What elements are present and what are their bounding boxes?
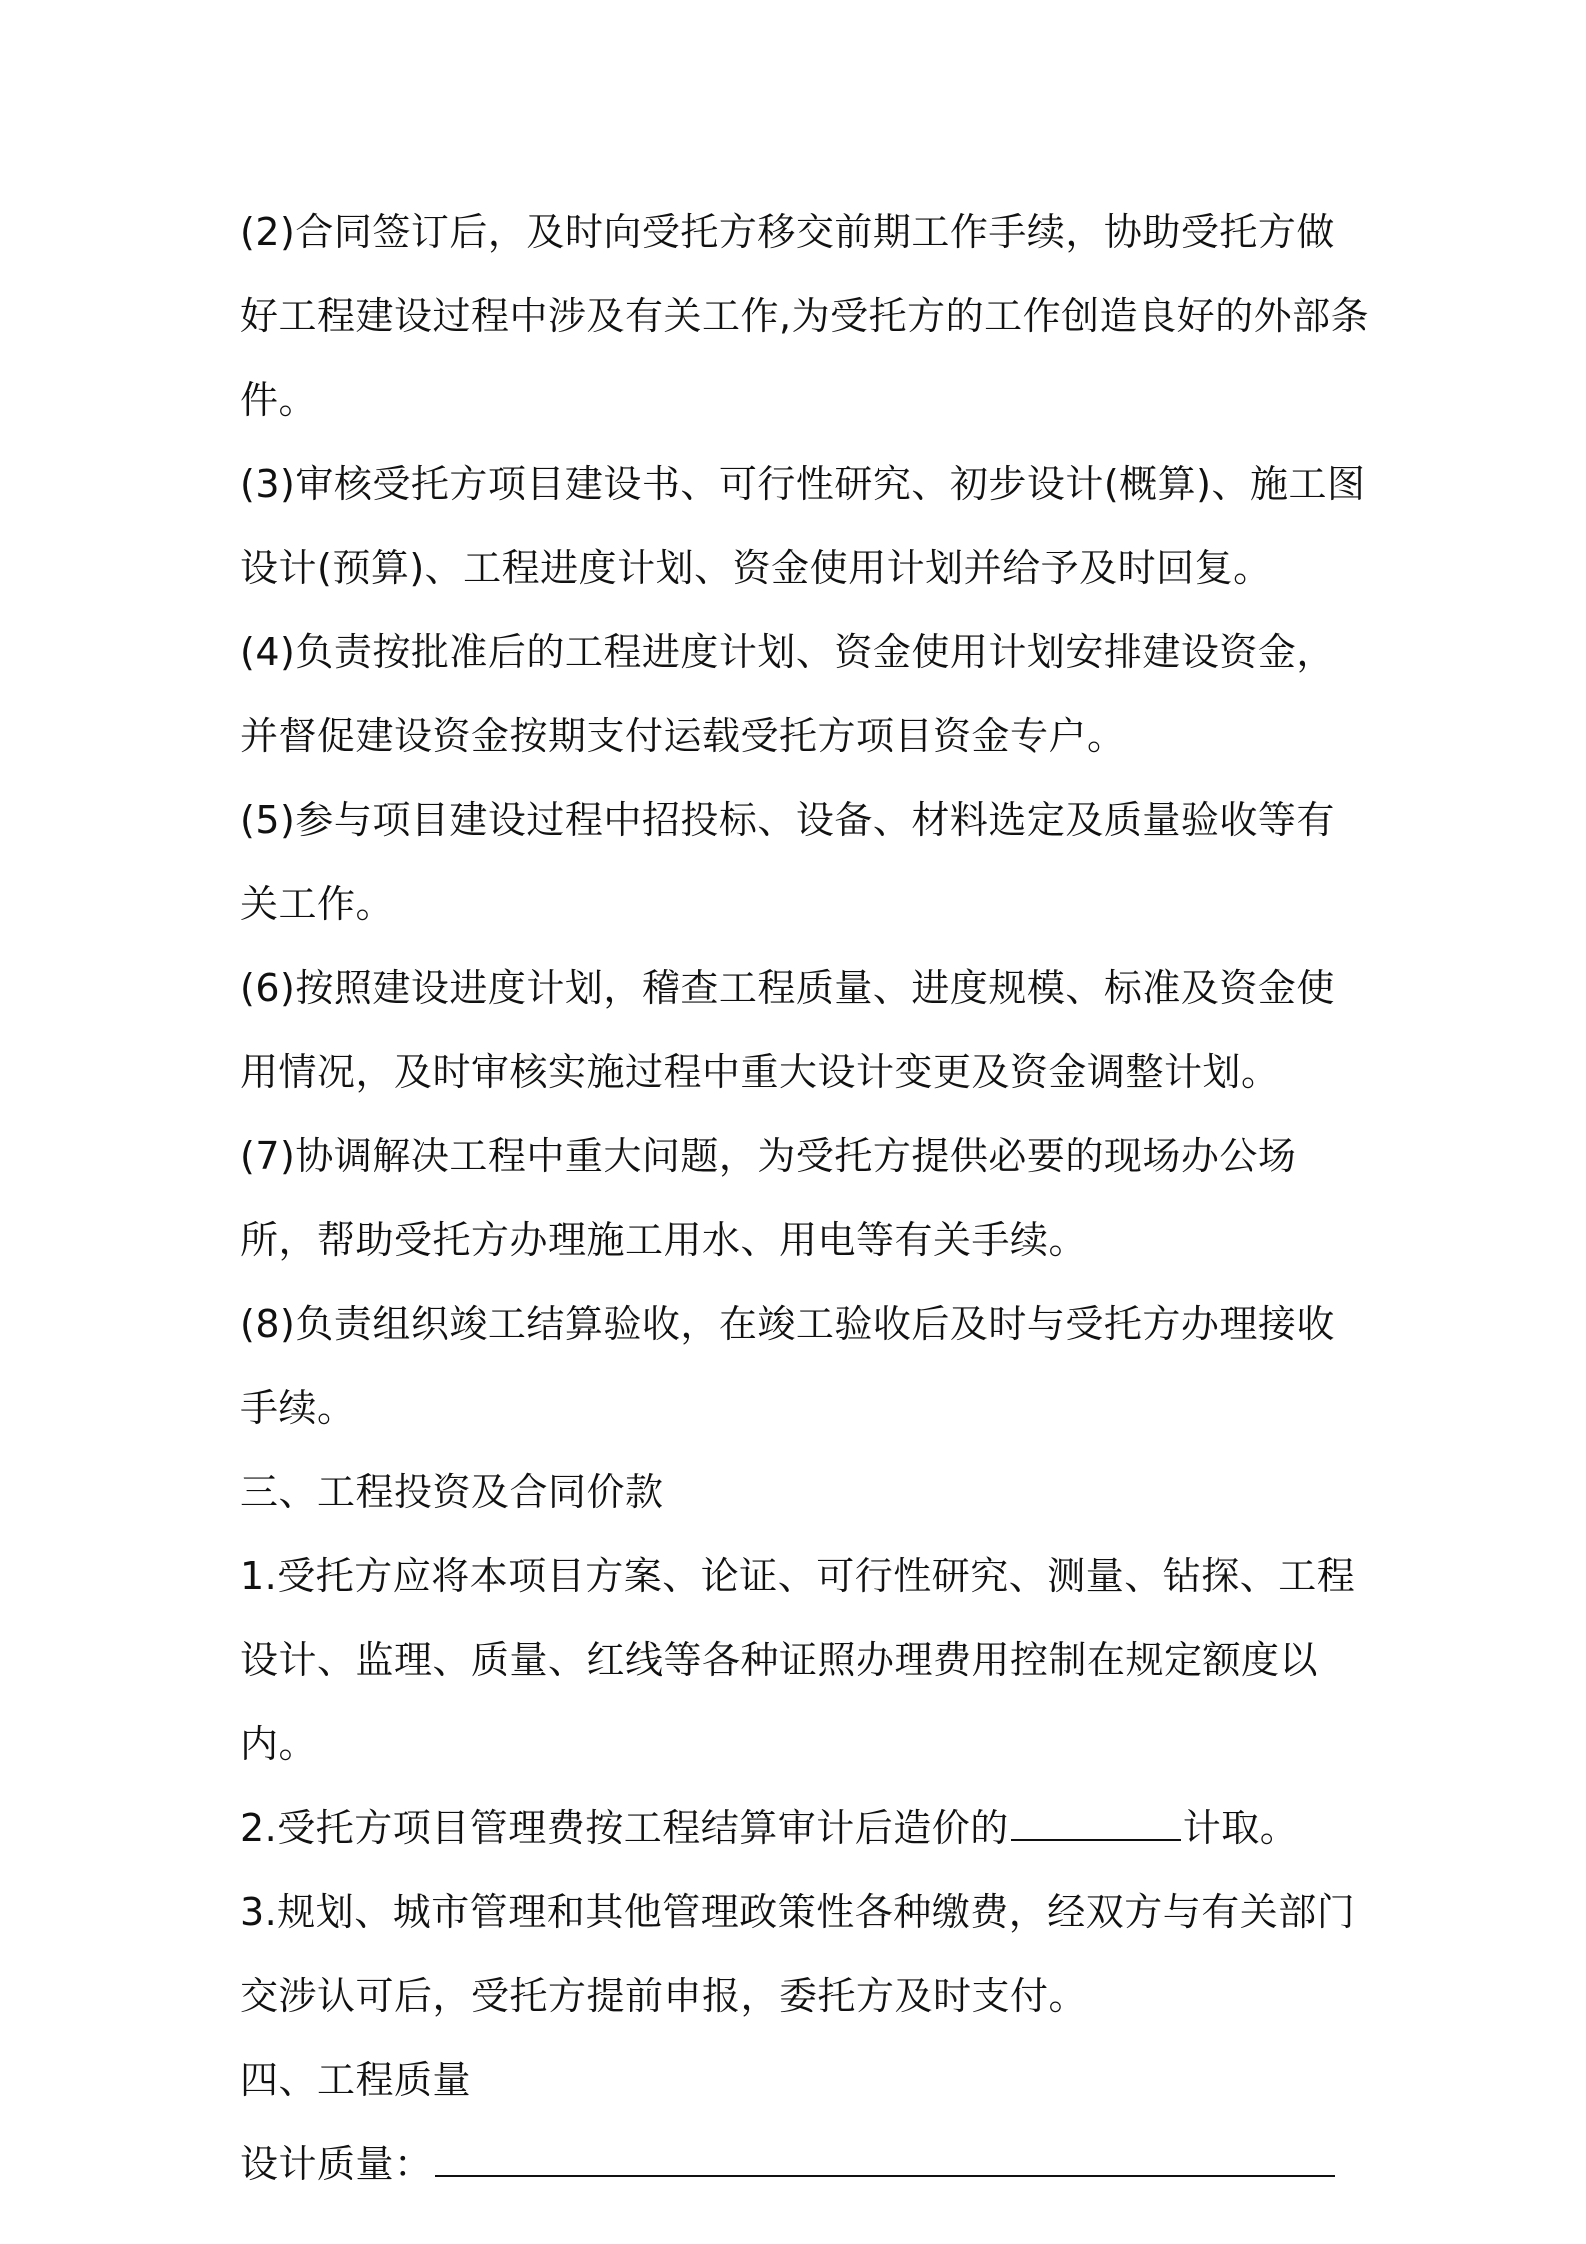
section-3-heading: 三、工程投资及合同价款 xyxy=(240,1470,664,1514)
clause-8: (8)负责组织竣工结算验收，在竣工验收后及时与受托方办理接收手续。 xyxy=(240,1302,1335,1430)
fee-rate-blank xyxy=(1011,1799,1181,1841)
item-1: 1.受托方应将本项目方案、论证、可行性研究、测量、钻探、工程设计、监理、质量、红线等各种证照办理费用控制在规定额度以内。 xyxy=(240,1554,1356,1766)
clause-6: (6)按照建设进度计划，稽查工程质量、进度规模、标准及资金使用情况，及时审核实施过程中重大设计变更及资金调整计划。 xyxy=(240,966,1335,1094)
item-2-text-before: 2.受托方项目管理费按工程结算审计后造价的 xyxy=(240,1806,1009,1850)
item-3: 3.规划、城市管理和其他管理政策性各种缴费，经双方与有关部门交涉认可后，受托方提前申报，委托方及时支付。 xyxy=(240,1890,1356,2018)
design-quality-line xyxy=(240,2122,1370,2206)
document-body xyxy=(240,190,1370,2206)
design-quality-blank xyxy=(435,2135,1335,2177)
item-2-text-after: 计取。 xyxy=(1182,1806,1299,1850)
design-quality-label: 设计质量： xyxy=(240,2142,433,2186)
clause-2: (2)合同签订后，及时向受托方移交前期工作手续，协助受托方做好工程建设过程中涉及有关工作,为受托方的工作创造良好的外部条件。 xyxy=(240,210,1370,422)
clause-7: (7)协调解决工程中重大问题，为受托方提供必要的现场办公场所，帮助受托方办理施工用水、用电等有关手续。 xyxy=(240,1134,1297,1262)
clause-5: (5)参与项目建设过程中招投标、设备、材料选定及质量验收等有关工作。 xyxy=(240,798,1335,926)
section-4-heading: 四、工程质量 xyxy=(240,2058,472,2102)
clause-3: (3)审核受托方项目建设书、可行性研究、初步设计(概算)、施工图设计(预算)、工程进度计划、资金使用计划并给予及时回复。 xyxy=(240,462,1366,590)
item-2 xyxy=(240,1786,1370,1870)
clause-4: (4)负责按批准后的工程进度计划、资金使用计划安排建设资金，并督促建设资金按期支付运载受托方项目资金专户。 xyxy=(240,630,1335,758)
